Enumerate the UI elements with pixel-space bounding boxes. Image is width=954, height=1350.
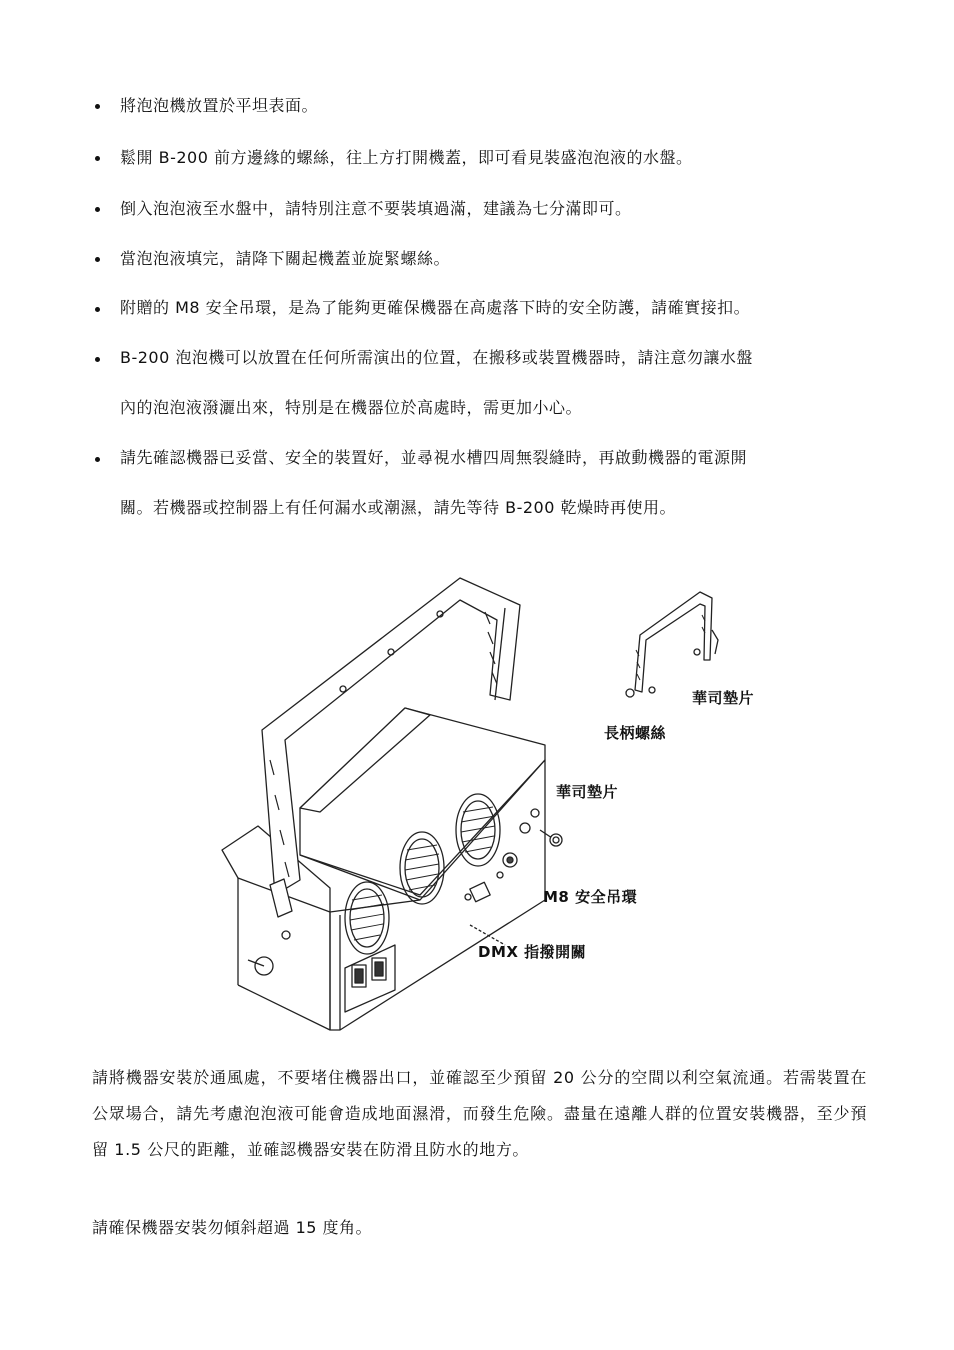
label-washer-mid: 華司墊片 xyxy=(556,783,619,801)
label-washer-top: 華司墊片 xyxy=(692,689,755,707)
step-6-line-1: B-200 泡泡機可以放置在任何所需演出的位置，在搬移或裝置機器時，請注意勿讓水盤 xyxy=(120,348,753,367)
step-4: 當泡泡液填完，請降下關起機蓋並旋緊螺絲。 xyxy=(120,249,451,268)
step-2: 鬆開 B-200 前方邊緣的螺絲，往上方打開機蓋，即可看見裝盛泡泡液的水盤。 xyxy=(120,148,693,167)
step-7-line-2: 關。若機器或控制器上有任何漏水或潮濕，請先等待 B-200 乾燥時再使用。 xyxy=(120,498,676,517)
label-dmx-switch: DMX 指撥開關 xyxy=(478,943,587,961)
step-1: 將泡泡機放置於平坦表面。 xyxy=(120,96,319,115)
label-long-screw: 長柄螺絲 xyxy=(604,724,667,742)
step-6-line-2: 內的泡泡液潑灑出來，特別是在機器位於高處時，需更加小心。 xyxy=(120,398,583,417)
step-7-line-1: 請先確認機器已妥當、安全的裝置好，並尋視水槽四周無裂縫時，再啟動機器的電源開 xyxy=(120,448,748,467)
step-3: 倒入泡泡液至水盤中，請特別注意不要裝填過滿，建議為七分滿即可。 xyxy=(120,199,632,218)
ventilation-paragraph: 請將機器安裝於通風處，不要堵住機器出口，並確認至少預留 20 公分的空間以利空氣流通。若需裝置在公眾場合，請先考慮泡泡液可能會造成地面濕滑，而發生危險。盡量在遠離人群的位置安裝機器，至少預留 1.5 公尺的距離，並確認機器安裝在防滑且防水的地方。 xyxy=(92,1068,867,1159)
bracket-detail xyxy=(626,592,718,697)
step-5: 附贈的 M8 安全吊環，是為了能夠更確保機器在高處落下時的安全防護，請確實接扣。 xyxy=(120,298,751,317)
tilt-warning: 請確保機器安裝勿傾斜超過 15 度角。 xyxy=(92,1218,373,1237)
label-m8-ring: M8 安全吊環 xyxy=(543,888,638,906)
